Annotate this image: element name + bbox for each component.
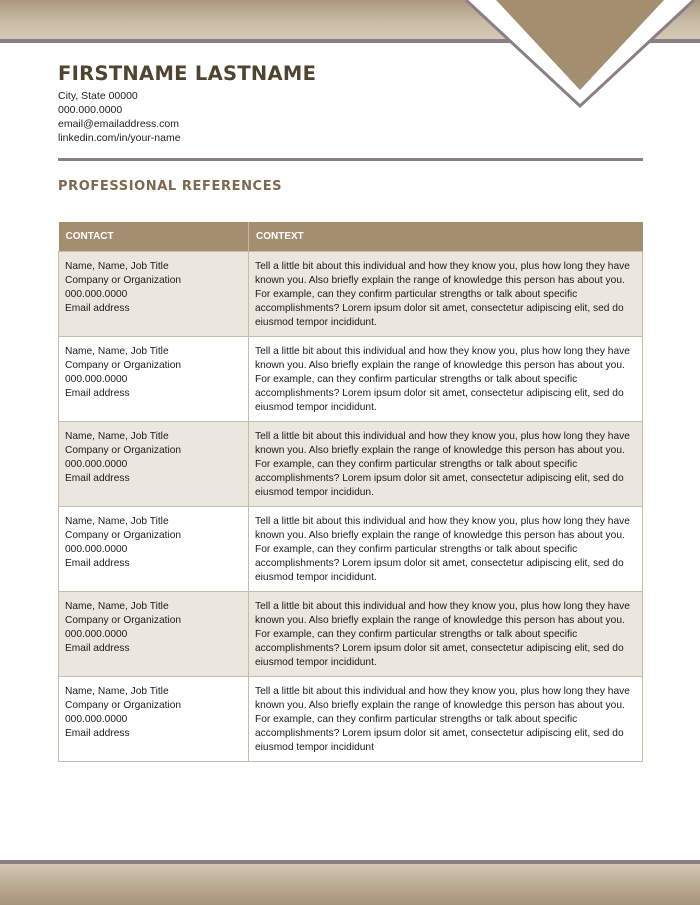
footer-band [0,864,700,905]
applicant-name: FIRSTNAME LASTNAME [58,62,317,85]
contact-cell [59,677,249,762]
reference-name: Name, Name, Job Title [65,516,169,527]
city-state: City, State 00000 [58,90,138,102]
reference-name: Name, Name, Job Title [65,261,169,272]
column-header-context: CONTEXT [249,222,643,252]
column-header-contact: CONTACT [59,222,249,252]
table-row [59,592,643,677]
reference-company: Company or Organization [65,445,182,456]
reference-phone: 000.000.0000 [65,714,128,725]
reference-name: Name, Name, Job Title [65,431,169,442]
reference-company: Company or Organization [65,700,182,711]
reference-email: Email address [65,473,130,484]
reference-name: Name, Name, Job Title [65,601,169,612]
context-cell: Tell a little bit about this individual and how they know you, plus how long they have known you. Also briefly explain the range of knowledge this person has about you. For example, can they confirm particular strengths or talk about specific accomplishments? Lorem ipsum dolor sit amet, consectetur adipiscing elit, sed do eiusmod tempor incididunt. [249,337,643,422]
reference-phone: 000.000.0000 [65,289,128,300]
context-cell: Tell a little bit about this individual and how they know you, plus how long they have known you. Also briefly explain the range of knowledge this person has about you. For example, can they confirm particular strengths or talk about specific accomplishments? Lorem ipsum dolor sit amet, consectetur adipiscing elit, sed do eiusmod tempor incididunt [249,677,643,762]
contact-cell [59,422,249,507]
reference-name: Name, Name, Job Title [65,686,169,697]
reference-company: Company or Organization [65,615,182,626]
reference-email: Email address [65,643,130,654]
contact-cell [59,252,249,337]
table-row [59,677,643,762]
context-cell: Tell a little bit about this individual and how they know you, plus how long they have known you. Also briefly explain the range of knowledge this person has about you. For example, can they confirm particular strengths or talk about specific accomplishments? Lorem ipsum dolor sit amet, consectetur adipiscing elit, sed do eiusmod tempor incididunt. [249,592,643,677]
phone-number: 000.000.0000 [58,104,123,116]
contact-info [58,89,181,145]
table-row [59,507,643,592]
reference-company: Company or Organization [65,360,182,371]
reference-company: Company or Organization [65,530,182,541]
reference-name: Name, Name, Job Title [65,346,169,357]
linkedin-url: linkedin.com/in/your-name [58,132,181,144]
section-divider [58,158,643,161]
section-title: PROFESSIONAL REFERENCES [58,179,283,194]
contact-cell [59,592,249,677]
reference-email: Email address [65,388,130,399]
reference-company: Company or Organization [65,275,182,286]
context-cell: Tell a little bit about this individual and how they know you, plus how long they have known you. Also briefly explain the range of knowledge this person has about you. For example, can they confirm particular strengths or talk about specific accomplishments? Lorem ipsum dolor sit amet, consectetur adipiscing elit, sed do eiusmod tempor incididunt. [249,507,643,592]
reference-phone: 000.000.0000 [65,629,128,640]
decorative-triangle [460,0,700,110]
reference-phone: 000.000.0000 [65,374,128,385]
reference-email: Email address [65,558,130,569]
reference-email: Email address [65,728,130,739]
email-address: email@emailaddress.com [58,118,179,130]
context-cell: Tell a little bit about this individual and how they know you, plus how long they have known you. Also briefly explain the range of knowledge this person has about you. For example, can they confirm particular strengths or talk about specific accomplishments? Lorem ipsum dolor sit amet, consectetur adipiscing elit, sed do eiusmod tempor incididunt. [249,252,643,337]
table-row [59,422,643,507]
reference-email: Email address [65,303,130,314]
table-row [59,337,643,422]
contact-cell [59,337,249,422]
reference-phone: 000.000.0000 [65,459,128,470]
table-row [59,252,643,337]
context-cell: Tell a little bit about this individual and how they know you, plus how long they have known you. Also briefly explain the range of knowledge this person has about you. For example, can they confirm particular strengths or talk about specific accomplishments? Lorem ipsum dolor sit amet, consectetur adipiscing elit, sed do eiusmod tempor incididun. [249,422,643,507]
table-header-row [59,222,643,252]
reference-phone: 000.000.0000 [65,544,128,555]
references-table [58,222,643,762]
contact-cell [59,507,249,592]
